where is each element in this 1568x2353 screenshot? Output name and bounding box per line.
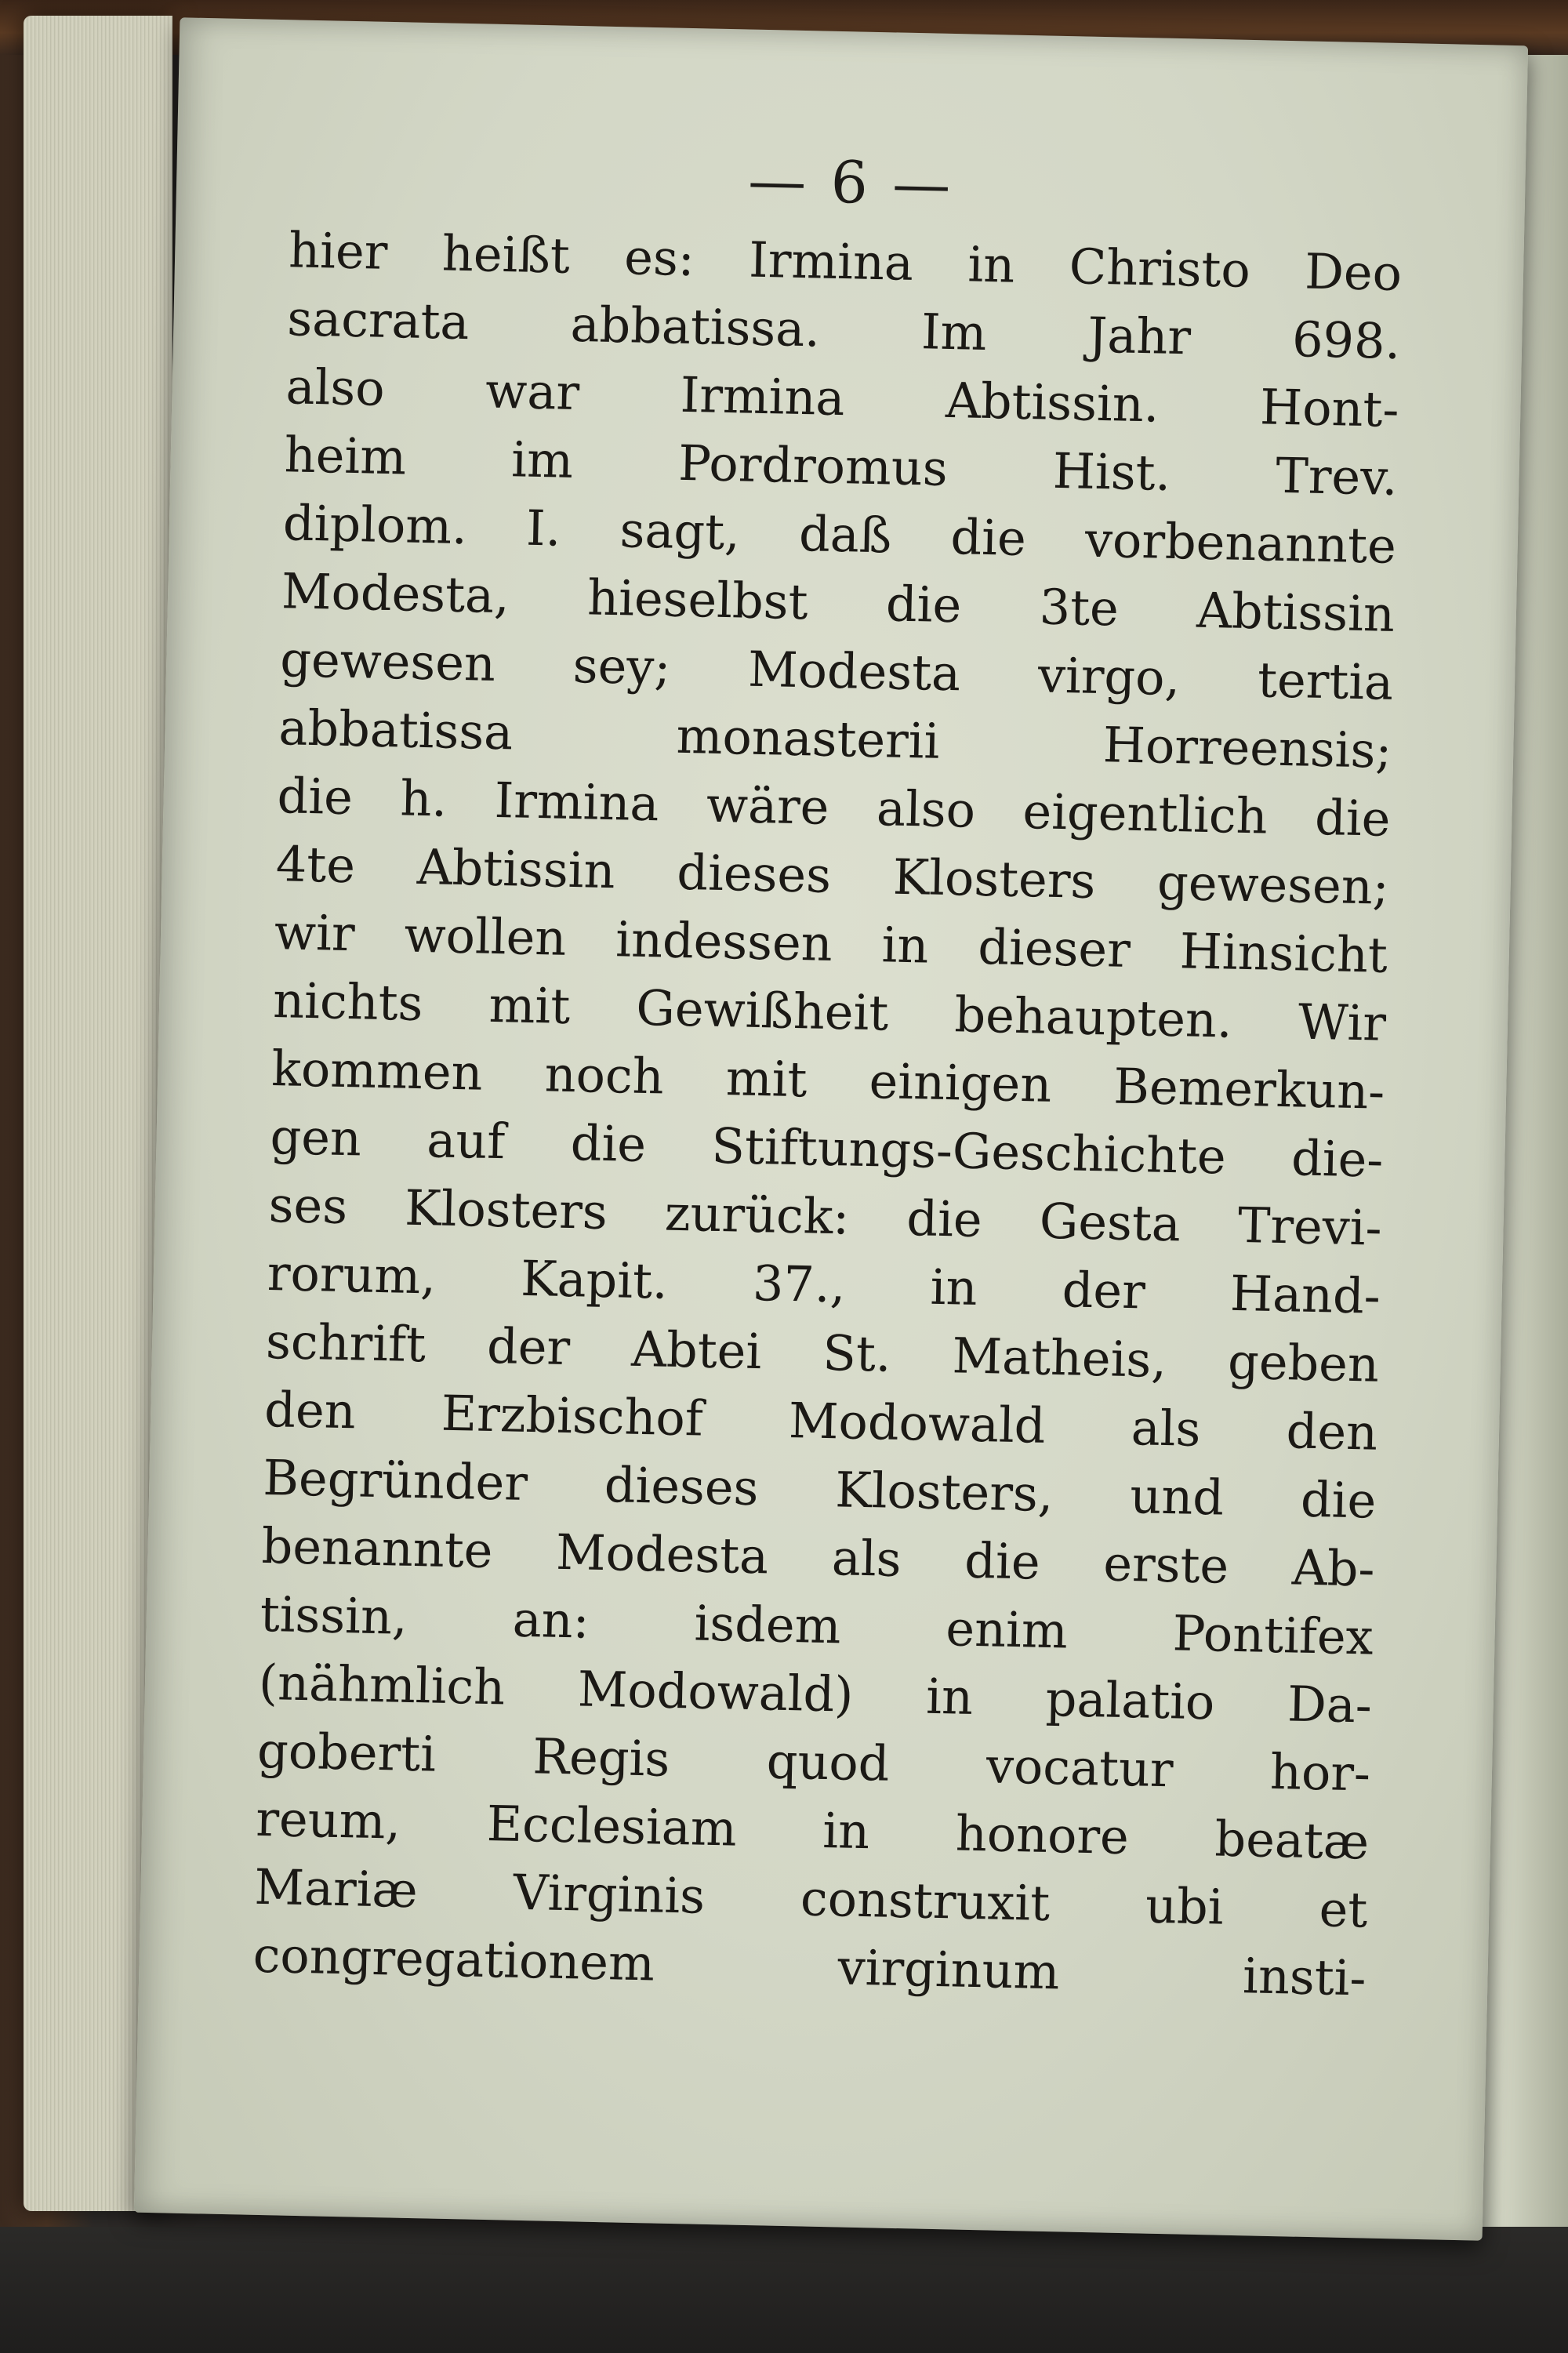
text-line: gewesen sey; Modesta virgo, tertia: [279, 630, 1394, 711]
text-line: sacrata abbatissa. Im Jahr 698.: [286, 289, 1401, 370]
text-line: wir wollen indessen in dieser Hinsicht: [274, 903, 1388, 984]
text-line: heim im Pordromus Hist. Trev.: [284, 426, 1399, 507]
text-line: rorum, Kapit. 37., in der Hand-: [267, 1244, 1381, 1325]
text-line: die h. Irmina wäre also eigentlich die: [276, 767, 1392, 848]
text-line: Modesta, hieselbst die 3te Abtissin: [281, 562, 1396, 643]
text-line: (nähmlich Modowald) in palatio Da-: [258, 1653, 1373, 1734]
text-line: 4te Abtissin dieses Klosters gewesen;: [275, 835, 1390, 916]
text-line: Mariæ Virginis construxit ubi et: [253, 1857, 1369, 1939]
text-line: hier heißt es: Irmina in Christo Deo: [288, 221, 1403, 302]
text-line: den Erzbischof Modowald als den: [263, 1380, 1378, 1462]
text-line: reum, Ecclesiam in honore beatæ: [255, 1789, 1370, 1871]
page-number: — 6 —: [747, 147, 955, 220]
text-line: benannte Modesta als die erste Ab-: [260, 1516, 1376, 1598]
text-line: schrift der Abtei St. Matheis, geben: [265, 1312, 1380, 1393]
text-line: kommen noch mit einigen Bemerkun-: [270, 1040, 1385, 1120]
text-line: congregationem virginum insti-: [252, 1926, 1367, 2007]
bottom-shadow: [0, 2227, 1568, 2353]
text-line: nichts mit Gewißheit behaupten. Wir: [272, 971, 1387, 1052]
body-text: [252, 216, 1403, 2012]
book-page: [134, 17, 1528, 2240]
text-line: also war Irmina Abtissin. Hont-: [285, 358, 1400, 438]
text-line: abbatissa monasterii Horreensis;: [278, 699, 1393, 779]
text-line: tissin, an: isdem enim Pontifex: [260, 1585, 1374, 1666]
text-line: Begründer dieses Klosters, und die: [262, 1448, 1377, 1530]
text-line: diplom. I. sagt, daß die vorbenannte: [282, 494, 1397, 575]
text-line: ses Klosters zurück: die Gesta Trevi-: [268, 1176, 1383, 1257]
text-line: gen auf die Stiftungs-Geschichte die-: [269, 1108, 1385, 1189]
text-line: goberti Regis quod vocatur hor-: [256, 1721, 1371, 1803]
